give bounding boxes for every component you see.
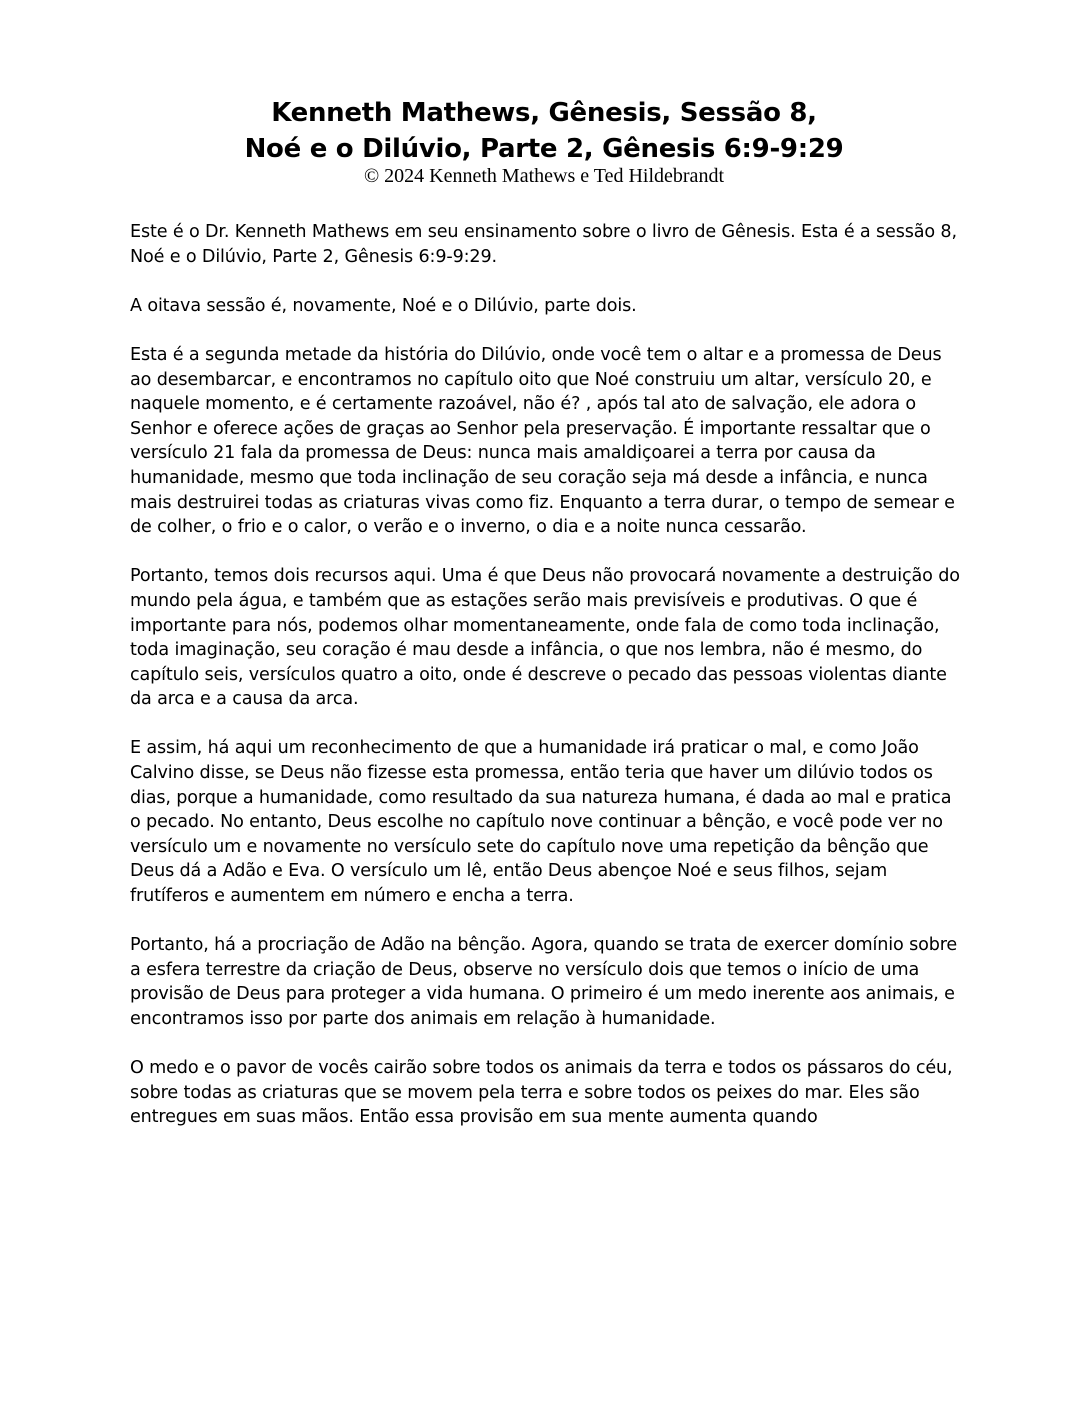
paragraph-1: Este é o Dr. Kenneth Mathews em seu ensinamento sobre o livro de Gênesis. Esta é a sessão 8, Noé e o Dilúvio, Parte 2, Gênesis 6:9-9:29. <box>130 222 957 267</box>
paragraph-6: Portanto, há a procriação de Adão na bênção. Agora, quando se trata de exercer domínio sobre a esfera terrestre da criação de Deus, observe no versículo dois que temos o início de uma provisão de Deus para proteger a vida humana. O primeiro é um medo inerente aos animais, e encontramos isso por parte dos animais em relação à humanidade. <box>130 935 958 1029</box>
document-title-line-1: Kenneth Mathews, Gênesis, Sessão 8, <box>271 98 817 128</box>
copyright-notice: © 2024 Kenneth Mathews e Ted Hildebrandt <box>363 165 724 187</box>
document-body <box>130 220 960 1155</box>
title-block <box>0 95 1088 187</box>
paragraph-7: O medo e o pavor de vocês cairão sobre todos os animais da terra e todos os pássaros do céu, sobre todas as criaturas que se movem pela terra e sobre todos os peixes do mar. Eles são entregues em suas mãos. Então essa provisão em sua mente aumenta quando <box>130 1058 953 1128</box>
paragraph-3: Esta é a segunda metade da história do Dilúvio, onde você tem o altar e a promessa de Deus ao desembarcar, e encontramos no capítulo oito que Noé construiu um altar, versículo 20, e naquele momento, e é certamente razoável, não é? , após tal ato de salvação, ele adora o Senhor e oferece ações de graças ao Senhor pela preservação. É importante ressaltar que o versículo 21 fala da promessa de Deus: nunca mais amaldiçoarei a terra por causa da humanidade, mesmo que toda inclinação de seu coração seja má desde a infância, e nunca mais destruirei todas as criaturas vivas como fiz. Enquanto a terra durar, o tempo de semear e de colher, o frio e o calor, o verão e o inverno, o dia e a noite nunca cessarão. <box>130 344 955 538</box>
document-title-line-2: Noé e o Dilúvio, Parte 2, Gênesis 6:9-9:29 <box>244 134 844 164</box>
paragraph-5: E assim, há aqui um reconhecimento de que a humanidade irá praticar o mal, e como João Calvino disse, se Deus não fizesse esta promessa, então teria que haver um dilúvio todos os dias, porque a humanidade, como resultado da sua natureza humana, é dada ao mal e pratica o pecado. No entanto, Deus escolhe no capítulo nove continuar a bênção, e você pode ver no versículo um e novamente no versículo sete do capítulo nove uma repetição da bênção que Deus dá a Adão e Eva. O versículo um lê, então Deus abençoe Noé e seus filhos, sejam frutíferos e aumentem em número e encha a terra. <box>130 738 952 907</box>
paragraph-2: A oitava sessão é, novamente, Noé e o Dilúvio, parte dois. <box>130 295 637 316</box>
paragraph-4: Portanto, temos dois recursos aqui. Uma é que Deus não provocará novamente a destruição do mundo pela água, e também que as estações serão mais previsíveis e produtivas. O que é importante para nós, podemos olhar momentaneamente, onde fala de como toda inclinação, toda imaginação, seu coração é mau desde a infância, o que nos lembra, não é mesmo, do capítulo seis, versículos quatro a oito, onde é descreve o pecado das pessoas violentas diante da arca e a causa da arca. <box>130 566 960 710</box>
